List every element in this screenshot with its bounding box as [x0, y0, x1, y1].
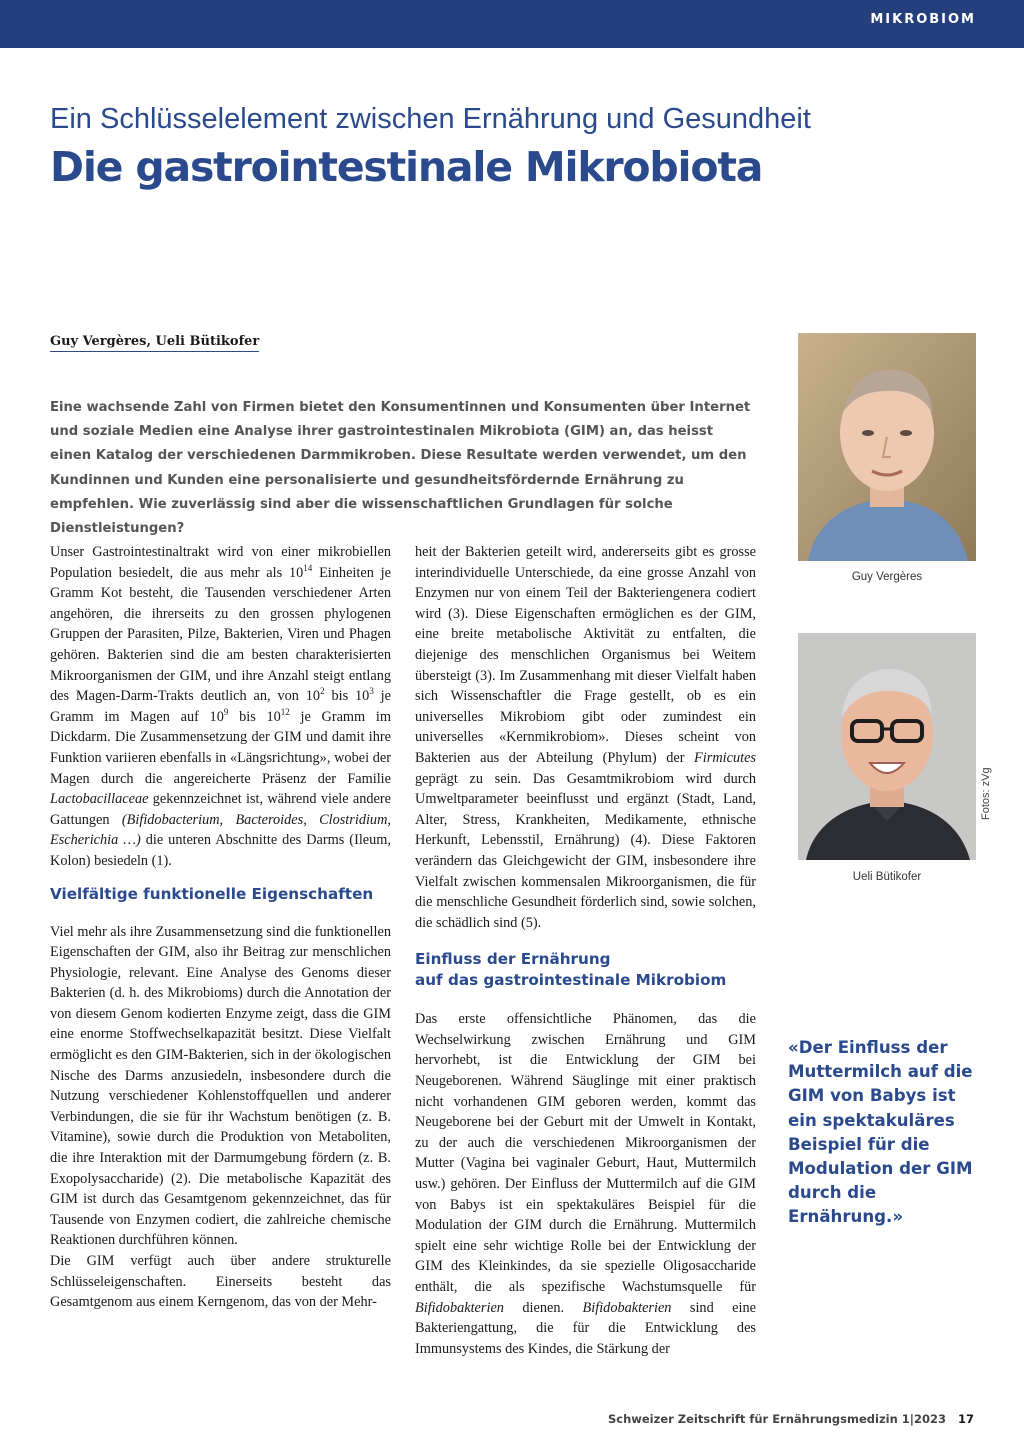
pull-quote: «Der Einfluss der Muttermilch auf die GIM von Babys ist ein spektakuläres Beispiel für die Modulation der GIM durch die Ernährung.» — [788, 1038, 973, 1227]
body-column-2 — [415, 542, 756, 1359]
section-heading: Vielfältige funktionelle Eigenschaften — [50, 884, 374, 903]
journal-name: Schweizer Zeitschrift für Ernährungsmedizin 1|2023 — [607, 1412, 946, 1426]
body-paragraph: Unser Gastrointestinaltrakt wird von einer mikrobiellen Population besiedelt, die aus mehr als $10^{14}$ Einheiten je Gramm Kot besteht, die Tausenden verschiedener Arten angehören, die ihrerseits zu den grossen phylogenen Gruppen der Parasiten, Pilze, Bakterien, Viren und Phagen gehören. Bakterien sind die am besten charakterisierten Mikroorganismen der GIM, und ihre Anzahl steigt entlang des Magen-Darm-Trakts deutlich an, von $10^2$ bis $10^3$ je Gramm im Magen auf $10^9$ bis $10^{12}$ je Gramm im Dickdarm. Die Zusammensetzung der GIM und damit ihre Funktion variieren ebenfalls in «Längsrichtung», wobei der Magen durch die angereicherte Präsenz der Familie Lactobacillaceae gekennzeichnet ist, während viele andere Gattungen (Bifidobacterium, Bacteroides, Clostridium, Escherichia …) die unteren Abschnitte des Darms (Ileum, Kolon) besiedeln (1). — [50, 544, 391, 869]
header-bar — [0, 0, 1024, 48]
photo-caption-1: Guy Vergères — [851, 571, 923, 583]
article-authors: Guy Vergères, Ueli Bütikofer — [50, 334, 259, 352]
page-footer — [608, 1412, 974, 1426]
article-kicker: Ein Schlüsselelement zwischen Ernährung und Gesundheit — [50, 103, 811, 135]
section-heading: Einfluss der Ernährung auf das gastrointestinale Mikrobiom — [415, 950, 727, 990]
body-paragraph: Viel mehr als ihre Zusammensetzung sind die funktionellen Eigenschaften der GIM, also ihr Beitrag zur menschlichen Physiologie, relevant. Eine Analyse des Genoms dieser Bakterien (d. h. des Mikrobioms) durch die Annotation der von diesem Genom kodierten Enzyme zeigt, dass die GIM eine enorme Stoffwechselkapazität besitzt. Diese Vielfalt ermöglicht es den GIM-Bakterien, sich in der ökologischen Nische des Darms anzusiedeln, insbesondere durch die Nutzung verschiedener Kohlenstoffquellen und anderer Verbindungen, die sie für ihr Wachstum benötigen (z. B. Vitamine), sowie durch die Produktion von Metaboliten, die ihre Interaktion mit der Darmumgebung fördern (z. B. Exopolysaccharide) (2). Die metabolische Kapazität des GIM ist durch das Gesamtgenom gekennzeichnet, das für Tausende von Enzymen codiert, die zahlreiche chemische Reaktionen durchführen können. — [50, 923, 391, 1249]
body-paragraph: heit der Bakterien geteilt wird, andererseits gibt es grosse interindividuelle Unterschiede, da eine grosse Anzahl von Enzymen nur von einem Teil der Bakteriengenera codiert wird (3). Diese Eigenschaften ermöglichen es der GIM, eine breite metabolische Aktivität zu entfalten, die diejenige des menschlichen Organismus bei Weitem übersteigt (3). Im Zusammenhang mit dieser Vielfalt haben sich Wissenschaftler die Frage gestellt, ob es ein universelles Mikrobiom gibt oder zumindest ein universelles «Kernmikrobiom». Dieses scheint von Bakterien aus der Abteilung (Phylum) der Firmicutes geprägt zu sein. Das Gesamtmikrobiom wird durch Umweltparameter beeinflusst und ergänzt (Stadt, Land, Alter, Stress, Krankheiten, Medikamente, ethnische Herkunft, Lebensstil, Ernährung) (4). Diese Faktoren verändern das Gleichgewicht der GIM, insbesondere ihre Vielfalt zwischen kommensalen Mikroorganismen, die für die menschliche Gesundheit förderlich sind, sowie solchen, die schädlich sind (5). — [415, 544, 756, 931]
body-column-1 — [50, 542, 391, 1313]
quote-close-mark: » — [892, 1207, 904, 1227]
author-photo-ueli-buetikofer — [798, 633, 976, 860]
photo-credit: Fotos: zVg — [980, 767, 992, 820]
article-title: Die gastrointestinale Mikrobiota — [50, 143, 763, 191]
quote-open-mark: « — [788, 1038, 799, 1057]
article-lead: Eine wachsende Zahl von Firmen bietet den Konsumentinnen und Konsumenten über Internet und soziale Medien eine Analyse ihrer gastrointestinalen Mikrobiota (GIM) an, das heisst einen Katalog der verschiedenen Darmmikroben. Diese Resultate werden verwendet, um den Kundinnen und Kunden eine personalisierte und gesundheitsfördernde Ernährung zu empfehlen. Wie zuverlässig sind aber die wissenschaftlichen Grundlagen für solche Dienstleistungen? — [50, 400, 751, 537]
author-photo-guy-vergeres — [798, 333, 976, 561]
section-tag: MIKROBIOM — [870, 12, 976, 27]
body-paragraph: Das erste offensichtliche Phänomen, das die Wechselwirkung zwischen Ernährung und GIM hervorhebt, ist die Entwicklung der GIM bei Neugeborenen. Während Säuglinge mit einer praktisch nicht vorhandenen GIM geboren werden, kommt das Neugeborene bei der Geburt mit der Umwelt in Kontakt, zu der auch die verschiedenen Mikroorganismen der Mutter (Vagina bei vaginaler Geburt, Haut, Muttermilch usw.) gehören. Der Einfluss der Muttermilch auf die GIM von Babys ist ein spektakuläres Beispiel für die Modulation der GIM durch die Ernährung. Muttermilch spielt eine sehr wichtige Rolle bei der Entwicklung der GIM des Kleinkindes, da sie spezielle Oligosaccharide enthält, die als spezifische Wachstumsquelle für Bifidobakterien dienen. Bifidobakterien sind eine Bakteriengattung, die für die Entwicklung des Immunsystems des Kindes, die Stärkung der — [415, 1011, 756, 1357]
photo-caption-2: Ueli Bütikofer — [852, 871, 922, 883]
page-number: 17 — [957, 1412, 974, 1426]
body-paragraph: Die GIM verfügt auch über andere strukturelle Schlüsseleigenschaften. Einerseits besteht das Gesamtgenom aus einem Kerngenom, das von der Mehr- — [50, 1253, 391, 1311]
